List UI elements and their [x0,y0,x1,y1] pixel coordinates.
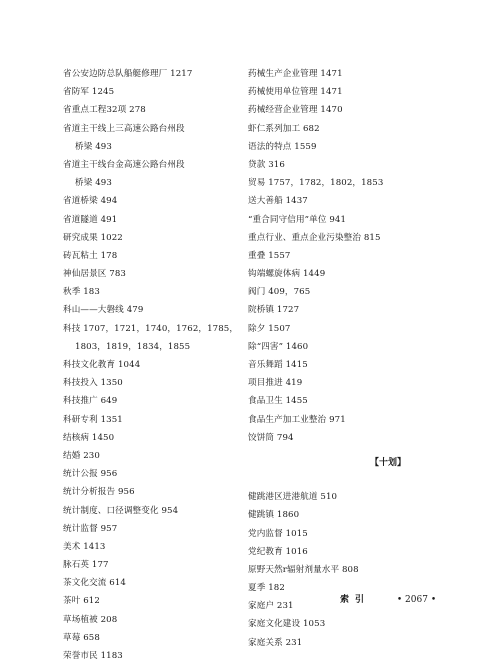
index-entry: 科技 1707，1721，1740，1762，1785， [63,323,239,334]
page-number: • 2067 • [396,595,437,605]
index-entry: 统计公报 956 [63,469,118,480]
index-entry: 语法的特点 1559 [248,141,317,152]
index-entry: 重叠 1557 [248,250,291,261]
index-entry: 家庭关系 231 [248,637,303,648]
index-entry: 砖瓦粘土 178 [63,250,118,261]
index-entry: 科技推广 649 [63,396,118,407]
index-entry: 神仙居景区 783 [63,269,127,280]
index-entry: 家庭户 231 [248,601,294,612]
index-entry: “重合同守信用”单位 941 [248,214,347,225]
index-entry: 项目推进 419 [248,378,303,389]
index-entry: 贸易 1757，1782，1802，1853 [248,178,384,189]
index-column-right [248,65,438,652]
index-entry: 虾仁系列加工 682 [248,123,320,134]
index-entry: 钩端螺旋体病 1449 [248,269,326,280]
index-entry: 食品生产加工业整治 971 [248,414,346,425]
index-entry: 除夕 1507 [248,323,291,334]
index-entry: 统计分析报告 956 [63,487,135,498]
index-entry: 食品卫生 1455 [248,396,308,407]
page-footer [340,592,436,605]
index-entry: 院桥镇 1727 [248,305,300,316]
index-entry: 健跳镇 1860 [248,510,300,521]
index-entry: 贷款 316 [248,159,285,170]
index-entry: 省道隧道 491 [63,214,118,225]
index-entry: 统计制度、口径调整变化 954 [63,505,179,516]
index-entry: 原野天然r辐射剂量水平 808 [248,564,359,575]
index-entry: 省重点工程32项 278 [63,105,146,116]
index-entry: 结婚 230 [63,450,100,461]
index-entry: 科研专利 1351 [63,414,123,425]
index-entry: 送大善船 1437 [248,196,308,207]
index-entry: 家庭文化建设 1053 [248,619,326,630]
index-entry: 省道主干线台金高速公路台州段 [63,159,185,170]
index-entry: 统计监督 957 [63,523,118,534]
index-entry: 音乐舞蹈 1415 [248,360,308,370]
index-column-right-bottom [248,488,438,652]
index-entry: 美术 1413 [63,541,106,552]
index-entry: 药械生产企业管理 1471 [248,69,343,79]
index-entry: 秋季 183 [63,287,100,298]
index-entry: 科山——大磐线 479 [63,305,144,316]
index-entry: 研究成果 1022 [63,232,123,243]
index-entry: 脉石英 177 [63,560,109,571]
index-entry: 草莓 658 [63,632,100,643]
index-entry: 省道桥梁 494 [63,196,118,207]
index-entry: 荣誉市民 1183 [63,651,123,661]
section-heading: 【十划】 [369,457,406,468]
index-entry: 健跳港区进港航道 510 [248,492,338,503]
index-entry-continuation: 1803，1819，1834，1855 [75,341,191,352]
index-entry-continuation: 桥梁 493 [75,178,112,189]
index-entry: 茶叶 612 [63,596,100,607]
index-entry: 科技文化教育 1044 [63,360,141,370]
index-entry: 药械经营企业管理 1470 [248,105,343,116]
index-entry-continuation: 桥梁 493 [75,141,112,152]
index-entry: 药械使用单位管理 1471 [248,87,343,98]
index-entry: 科技投入 1350 [63,378,123,389]
index-entry: 阀门 409，765 [248,287,311,298]
index-column-right-top [248,65,438,447]
index-column-left [63,65,239,665]
index-entry: 省公安边防总队船艇修理厂 1217 [63,69,193,79]
index-entry: 党内监督 1015 [248,528,308,539]
index-entry: 茶文化交流 614 [63,578,127,589]
index-entry: 党纪教育 1016 [248,546,308,557]
index-entry: 草场植被 208 [63,614,118,625]
index-entry: 夏季 182 [248,583,285,594]
index-entry: 结核病 1450 [63,432,115,443]
index-entry: 省防军 1245 [63,87,115,98]
index-entry: 重点行业、重点企业污染整治 815 [248,232,381,243]
index-entry: 除“四害” 1460 [248,341,309,352]
index-entry: 饺饼筒 794 [248,432,294,443]
footer-label: 索引 [340,595,371,605]
index-entry: 省道主干线上三高速公路台州段 [63,123,185,134]
